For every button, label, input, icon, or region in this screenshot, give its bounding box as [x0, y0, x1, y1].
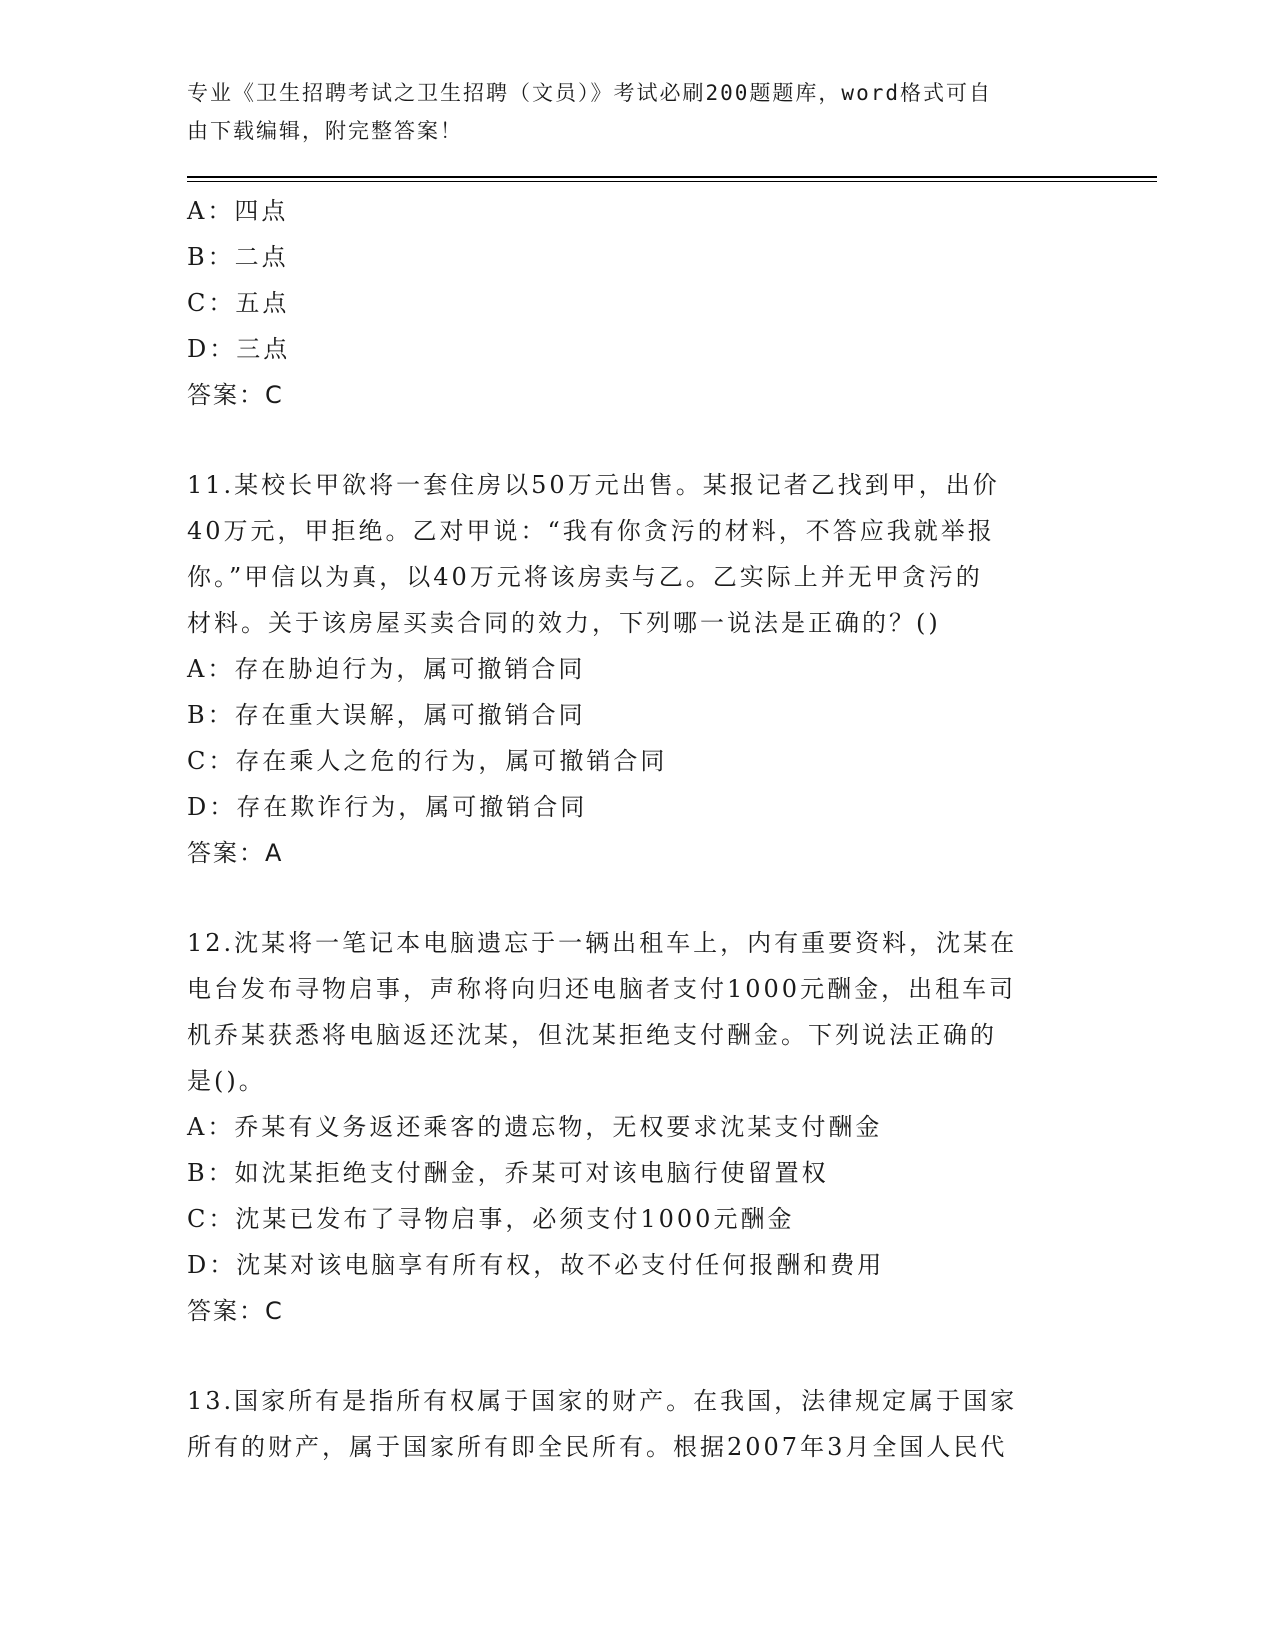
q11-option-c: C：存在乘人之危的行为，属可撤销合同 [187, 747, 668, 775]
q11-option-d: D：存在欺诈行为，属可撤销合同 [187, 793, 588, 821]
spacer [187, 418, 1087, 462]
q12-stem-line-3: 机乔某获悉将电脑返还沈某，但沈某拒绝支付酬金。下列说法正确的 [187, 1021, 997, 1049]
header-line-2: 由下载编辑，附完整答案！ [187, 119, 463, 143]
question-13-block [187, 1378, 1087, 1470]
q12-option-c: C：沈某已发布了寻物启事，必须支付1000元酬金 [187, 1205, 795, 1233]
document-body [187, 188, 1087, 1470]
question-10-block [187, 188, 1087, 418]
q11-option-a: A：存在胁迫行为，属可撤销合同 [187, 655, 586, 683]
question-11-block [187, 462, 1087, 876]
question-12-block [187, 920, 1087, 1334]
q12-stem-line-4: 是()。 [187, 1067, 266, 1095]
header-divider-thick [187, 176, 1157, 178]
q12-stem-line-2: 电台发布寻物启事，声称将向归还电脑者支付1000元酬金，出租车司 [187, 975, 1017, 1003]
q10-option-a: A：四点 [187, 197, 289, 225]
q10-option-c: C：五点 [187, 289, 290, 317]
q12-option-b: B：如沈某拒绝支付酬金，乔某可对该电脑行使留置权 [187, 1159, 829, 1187]
q11-option-b: B：存在重大误解，属可撤销合同 [187, 701, 586, 729]
q12-stem-line-1: 12.沈某将一笔记本电脑遗忘于一辆出租车上，内有重要资料，沈某在 [187, 929, 1018, 957]
q11-stem-line-1: 11.某校长甲欲将一套住房以50万元出售。某报记者乙找到甲，出价 [187, 471, 1000, 499]
q13-stem-line-2: 所有的财产，属于国家所有即全民所有。根据2007年3月全国人民代 [187, 1433, 1008, 1461]
document-header [187, 74, 1067, 150]
q12-option-d: D：沈某对该电脑享有所有权，故不必支付任何报酬和费用 [187, 1251, 885, 1279]
q12-answer: 答案：C [187, 1297, 284, 1325]
header-divider-thin [187, 181, 1157, 182]
q11-answer: 答案：A [187, 839, 284, 867]
header-line-1: 专业《卫生招聘考试之卫生招聘（文员）》考试必刷200题题库，word格式可自 [187, 81, 992, 105]
q12-option-a: A：乔某有义务返还乘客的遗忘物，无权要求沈某支付酬金 [187, 1113, 883, 1141]
spacer [187, 1334, 1087, 1378]
q11-stem-line-3: 你。”甲信以为真，以40万元将该房卖与乙。乙实际上并无甲贪污的 [187, 563, 983, 591]
q10-option-d: D：三点 [187, 335, 291, 363]
q11-stem-line-4: 材料。关于该房屋买卖合同的效力，下列哪一说法是正确的？() [187, 609, 941, 637]
q10-option-b: B：二点 [187, 243, 289, 271]
spacer [187, 876, 1087, 920]
q10-answer: 答案：C [187, 381, 284, 409]
q11-stem-line-2: 40万元，甲拒绝。乙对甲说：“我有你贪污的材料，不答应我就举报 [187, 517, 995, 545]
q13-stem-line-1: 13.国家所有是指所有权属于国家的财产。在我国，法律规定属于国家 [187, 1387, 1018, 1415]
